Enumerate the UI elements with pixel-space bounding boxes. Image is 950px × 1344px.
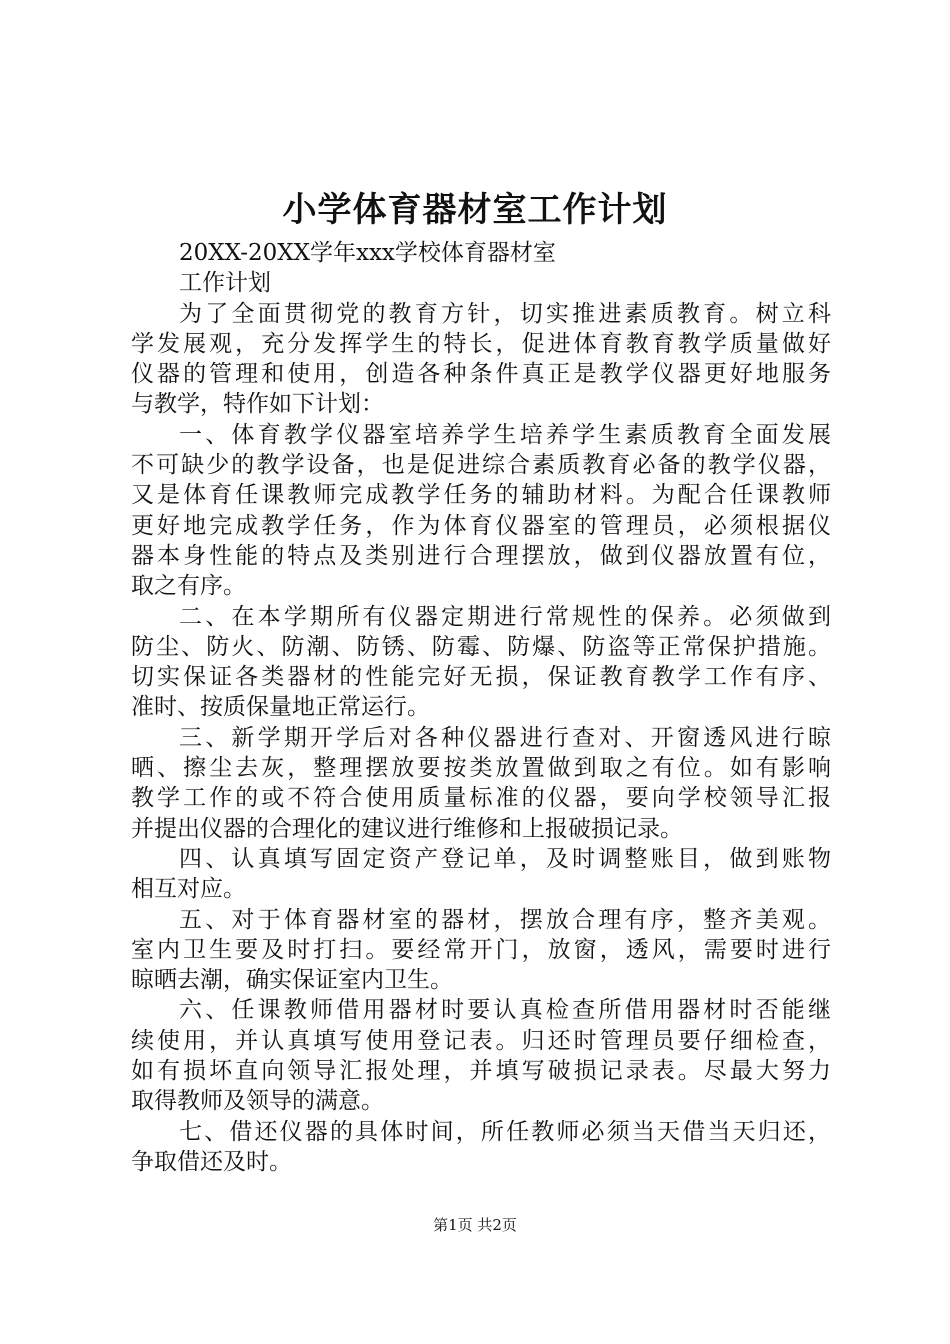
body-text-line: 二、在本学期所有仪器定期进行常规性的保养。必须做到 <box>179 603 831 630</box>
body-text-line: 取之有序。 <box>131 573 246 600</box>
body-text-line: 器本身性能的特点及类别进行合理摆放，做到仪器放置有位， <box>131 542 831 569</box>
body-text-line: 取得教师及领导的满意。 <box>131 1088 384 1115</box>
body-text-line: 相互对应。 <box>131 876 246 903</box>
body-text-line: 20XX-20XX学年xxx学校体育器材室 <box>179 240 556 266</box>
body-text-line: 与教学，特作如下计划： <box>131 391 384 418</box>
body-text-line: 如有损坏直向领导汇报处理，并填写破损记录表。尽最大努力 <box>131 1058 831 1085</box>
body-text-line: 工作计划 <box>179 270 271 297</box>
body-text-line: 准时、按质保量地正常运行。 <box>131 694 430 721</box>
document-body <box>131 238 831 1177</box>
body-text-line: 续使用，并认真填写使用登记表。归还时管理员要仔细检查， <box>131 1027 831 1054</box>
body-text-line: 六、任课教师借用器材时要认真检查所借用器材时否能继 <box>179 997 831 1024</box>
body-text-line: 切实保证各类器材的性能完好无损，保证教育教学工作有序、 <box>131 664 831 691</box>
body-text-line: 不可缺少的教学设备，也是促进综合素质教育必备的教学仪器， <box>131 452 831 479</box>
body-text-line: 防尘、防火、防潮、防锈、防霉、防爆、防盗等正常保护措施。 <box>131 633 831 660</box>
body-text-line: 室内卫生要及时打扫。要经常开门，放窗，透风，需要时进行 <box>131 936 831 963</box>
body-text-line: 学发展观，充分发挥学生的特长，促进体育教育教学质量做好 <box>131 330 831 357</box>
page-footer: 第1页 共2页 <box>433 1216 517 1234</box>
body-text-line: 五、对于体育器材室的器材，摆放合理有序，整齐美观。 <box>179 906 831 933</box>
body-text-line: 仪器的管理和使用，创造各种条件真正是教学仪器更好地服务 <box>131 361 831 388</box>
body-text-line: 晾晒去潮，确实保证室内卫生。 <box>131 967 453 994</box>
body-text-line: 一、体育教学仪器室培养学生培养学生素质教育全面发展 <box>179 421 831 448</box>
body-text-line: 更好地完成教学任务，作为体育仪器室的管理员，必须根据仪 <box>131 512 831 539</box>
body-text-line: 并提出仪器的合理化的建议进行维修和上报破损记录。 <box>131 815 683 842</box>
body-text-line: 晒、擦尘去灰，整理摆放要按类放置做到取之有位。如有影响 <box>131 755 831 782</box>
body-text-line: 争取借还及时。 <box>131 1148 292 1175</box>
document-title: 小学体育器材室工作计划 <box>282 190 668 230</box>
body-text-line: 又是体育任课教师完成教学任务的辅助材料。为配合任课教师 <box>131 482 831 509</box>
body-text-line: 为了全面贯彻党的教育方针，切实推进素质教育。树立科 <box>179 300 831 327</box>
body-text-line: 三、新学期开学后对各种仪器进行查对、开窗透风进行晾 <box>179 724 831 751</box>
body-text-line: 教学工作的或不符合使用质量标准的仪器，要向学校领导汇报 <box>131 785 831 812</box>
body-text-line: 七、借还仪器的具体时间，所任教师必须当天借当天归还， <box>179 1118 831 1145</box>
body-text-line: 四、认真填写固定资产登记单，及时调整账目，做到账物 <box>179 845 831 872</box>
